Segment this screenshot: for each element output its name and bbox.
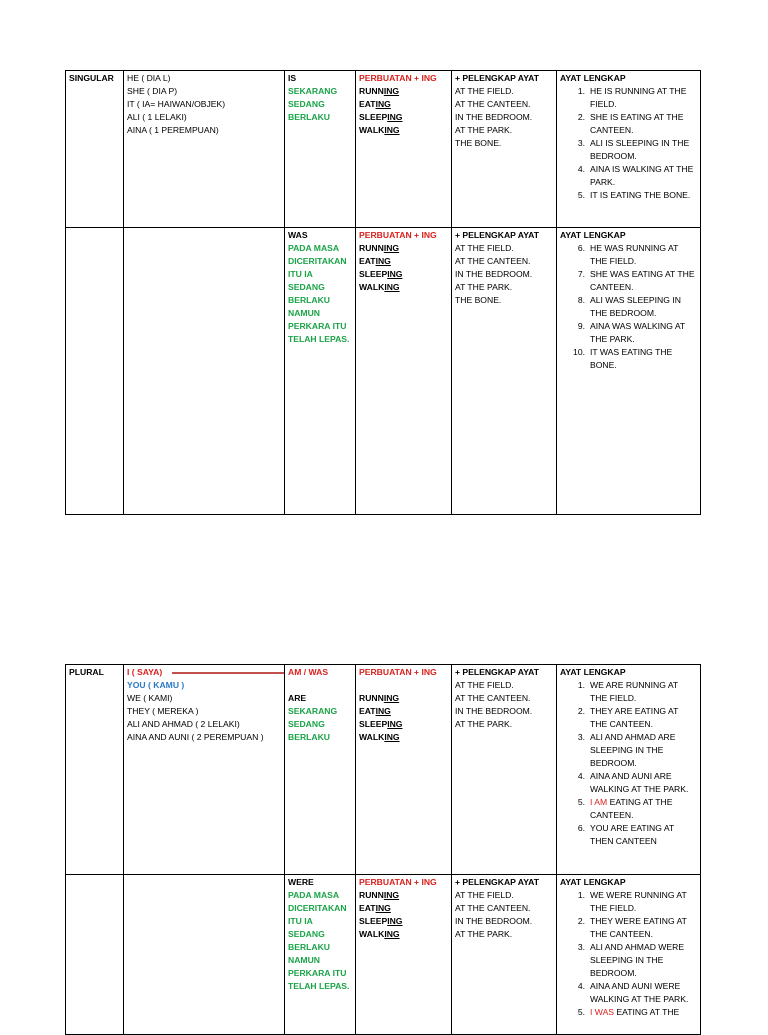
complement-header: + PELENGKAP AYAT (455, 73, 539, 83)
action-header: PERBUATAN + ING (359, 230, 437, 240)
subject-item: AINA ( 1 PEREMPUAN) (127, 125, 219, 135)
empty-cell (66, 228, 124, 515)
complement-cell (452, 875, 557, 1035)
verb-note: NAMUN (288, 955, 320, 965)
sentence-header: AYAT LENGKAP (560, 73, 626, 83)
subject-item: WE ( KAMI) (127, 693, 173, 703)
sentence-item: 1. WE WERE RUNNING AT THE FIELD. (577, 890, 687, 913)
sentence-item: 6. YOU ARE EATING AT THEN CANTEEN (577, 823, 675, 846)
complement-item: IN THE BEDROOM. (455, 269, 533, 279)
sentence-header: AYAT LENGKAP (560, 877, 626, 887)
complement-item: AT THE FIELD. (455, 86, 514, 96)
sentence-cell (557, 875, 701, 1035)
number-label: SINGULAR (69, 73, 114, 83)
complement-item: AT THE FIELD. (455, 890, 514, 900)
verb-note: BERLAKU (288, 112, 331, 122)
sentence-item: 10. IT WAS EATING THE BONE. (573, 347, 673, 370)
action-item: RUNNING (359, 86, 400, 96)
verb-note: SEDANG (288, 929, 325, 939)
action-item: WALKING (359, 125, 400, 135)
action-item: WALKING (359, 282, 400, 292)
subjects-cell (124, 665, 285, 875)
complement-header: + PELENGKAP AYAT (455, 877, 539, 887)
subjects-cell (124, 71, 285, 228)
action-item: EATING (359, 903, 391, 913)
complement-item: AT THE PARK. (455, 125, 513, 135)
action-item: WALKING (359, 929, 400, 939)
verb-note: PERKARA ITU (288, 968, 347, 978)
arrow-icon (172, 668, 285, 678)
sentence-item: 1. HE IS RUNNING AT THE FIELD. (577, 86, 687, 109)
subject-i: I ( SAYA) (127, 667, 163, 677)
sentence-header: AYAT LENGKAP (560, 667, 626, 677)
verb-note: SEDANG (288, 719, 325, 729)
complement-cell (452, 71, 557, 228)
complement-item: THE BONE. (455, 138, 502, 148)
sentence-item: 4. AINA AND AUNI ARE WALKING AT THE PARK. (577, 771, 689, 794)
subject-item: HE ( DIA L) (127, 73, 171, 83)
verb-note: TELAH LEPAS. (288, 981, 350, 991)
verb-note: DICERITAKAN (288, 903, 347, 913)
verb-note: DICERITAKAN (288, 256, 347, 266)
sentence-item: 3. ALI AND AHMAD WERE SLEEPING IN THE BEDROOM. (577, 942, 685, 978)
sentence-list (560, 679, 697, 848)
action-cell (356, 665, 452, 875)
action-cell (356, 71, 452, 228)
sentence-item: 1. WE ARE RUNNING AT THE FIELD. (577, 680, 679, 703)
verb-note: BERLAKU (288, 732, 331, 742)
action-item: WALKING (359, 732, 400, 742)
number-label-cell (66, 665, 124, 875)
verb-note: BERLAKU (288, 295, 331, 305)
complement-cell (452, 228, 557, 515)
complement-item: AT THE PARK. (455, 719, 513, 729)
verb-label: WAS (288, 230, 308, 240)
empty-cell (124, 875, 285, 1035)
action-item: RUNNING (359, 243, 400, 253)
action-item: SLEEPING (359, 112, 403, 122)
subject-item: IT ( IA= HAIWAN/OBJEK) (127, 99, 226, 109)
table-row (66, 875, 701, 1035)
sentence-item: 2. THEY ARE EATING AT THE CANTEEN. (577, 706, 679, 729)
subject-item: ALI ( 1 LELAKI) (127, 112, 187, 122)
sentence-item: 4. AINA AND AUNI WERE WALKING AT THE PARK. (577, 981, 689, 1004)
complement-header: + PELENGKAP AYAT (455, 230, 539, 240)
empty-cell (66, 875, 124, 1035)
sentence-list (560, 85, 697, 202)
action-header: PERBUATAN + ING (359, 877, 437, 887)
sentence-item: 8. ALI WAS SLEEPING IN THE BEDROOM. (577, 295, 681, 318)
verb-note: NAMUN (288, 308, 320, 318)
action-item: RUNNING (359, 693, 400, 703)
verb-cell (285, 665, 356, 875)
number-label-cell (66, 71, 124, 228)
complement-item: IN THE BEDROOM. (455, 706, 533, 716)
verb-note: PERKARA ITU (288, 321, 347, 331)
complement-header: + PELENGKAP AYAT (455, 667, 539, 677)
verb-note: ITU IA (288, 916, 313, 926)
sentence-item: 3. ALI IS SLEEPING IN THE BEDROOM. (577, 138, 690, 161)
plural-table (65, 664, 701, 1035)
verb-note: TELAH LEPAS. (288, 334, 350, 344)
sentence-cell (557, 71, 701, 228)
action-cell (356, 875, 452, 1035)
action-item: RUNNING (359, 890, 400, 900)
verb-label: ARE (288, 693, 307, 703)
sentence-item: 6. HE WAS RUNNING AT THE FIELD. (577, 243, 679, 266)
singular-table (65, 70, 701, 515)
table-row (66, 228, 701, 515)
complement-item: THE BONE. (455, 295, 502, 305)
complement-item: AT THE CANTEEN. (455, 99, 531, 109)
verb-label: IS (288, 73, 297, 83)
table-row (66, 71, 701, 228)
sentence-item: 5. IT IS EATING THE BONE. (577, 190, 691, 200)
complement-item: AT THE PARK. (455, 929, 513, 939)
sentence-cell (557, 228, 701, 515)
action-item: SLEEPING (359, 269, 403, 279)
subject-item: SHE ( DIA P) (127, 86, 178, 96)
verb-cell (285, 875, 356, 1035)
verb-cell (285, 71, 356, 228)
verb-cell (285, 228, 356, 515)
verb-note: BERLAKU (288, 942, 331, 952)
subject-item: ALI AND AHMAD ( 2 LELAKI) (127, 719, 240, 729)
empty-cell (124, 228, 285, 515)
verb-note: SEDANG (288, 282, 325, 292)
sentence-item: 4. AINA IS WALKING AT THE PARK. (577, 164, 694, 187)
sentence-item: 3. ALI AND AHMAD ARE SLEEPING IN THE BEDROOM. (577, 732, 676, 768)
complement-item: AT THE PARK. (455, 282, 513, 292)
verb-note: SEKARANG (288, 706, 338, 716)
complement-item: AT THE FIELD. (455, 243, 514, 253)
verb-am-was: AM / WAS (288, 667, 329, 677)
sentence-list (560, 242, 697, 372)
sentence-item: 7. SHE WAS EATING AT THE CANTEEN. (577, 269, 695, 292)
verb-note: PADA MASA (288, 243, 340, 253)
complement-item: AT THE FIELD. (455, 680, 514, 690)
action-item: SLEEPING (359, 719, 403, 729)
complement-item: IN THE BEDROOM. (455, 112, 533, 122)
sentence-cell (557, 665, 701, 875)
action-item: EATING (359, 706, 391, 716)
complement-item: AT THE CANTEEN. (455, 903, 531, 913)
verb-label: WERE (288, 877, 314, 887)
action-header: PERBUATAN + ING (359, 667, 437, 677)
verb-note: ITU IA (288, 269, 313, 279)
subject-item: AINA AND AUNI ( 2 PEREMPUAN ) (127, 732, 264, 742)
sentence-header: AYAT LENGKAP (560, 230, 626, 240)
subject-item: THEY ( MEREKA ) (127, 706, 199, 716)
complement-item: AT THE CANTEEN. (455, 256, 531, 266)
sentence-item: 2. THEY WERE EATING AT THE CANTEEN. (577, 916, 687, 939)
verb-note: SEDANG (288, 99, 325, 109)
complement-item: IN THE BEDROOM. (455, 916, 533, 926)
number-label: PLURAL (69, 667, 104, 677)
complement-cell (452, 665, 557, 875)
action-header: PERBUATAN + ING (359, 73, 437, 83)
action-item: EATING (359, 256, 391, 266)
verb-note: PADA MASA (288, 890, 340, 900)
action-cell (356, 228, 452, 515)
verb-note: SEKARANG (288, 86, 338, 96)
complement-item: AT THE CANTEEN. (455, 693, 531, 703)
sentence-item: 5. I AM EATING AT THE CANTEEN. (577, 797, 673, 820)
sentence-item: 5. I WAS EATING AT THE (577, 1007, 680, 1017)
sentence-list (560, 889, 697, 1019)
sentence-item: 2. SHE IS EATING AT THE CANTEEN. (577, 112, 684, 135)
table-row (66, 665, 701, 875)
sentence-item: 9. AINA WAS WALKING AT THE PARK. (577, 321, 686, 344)
action-item: SLEEPING (359, 916, 403, 926)
action-item: EATING (359, 99, 391, 109)
subject-you: YOU ( KAMU ) (127, 680, 185, 690)
